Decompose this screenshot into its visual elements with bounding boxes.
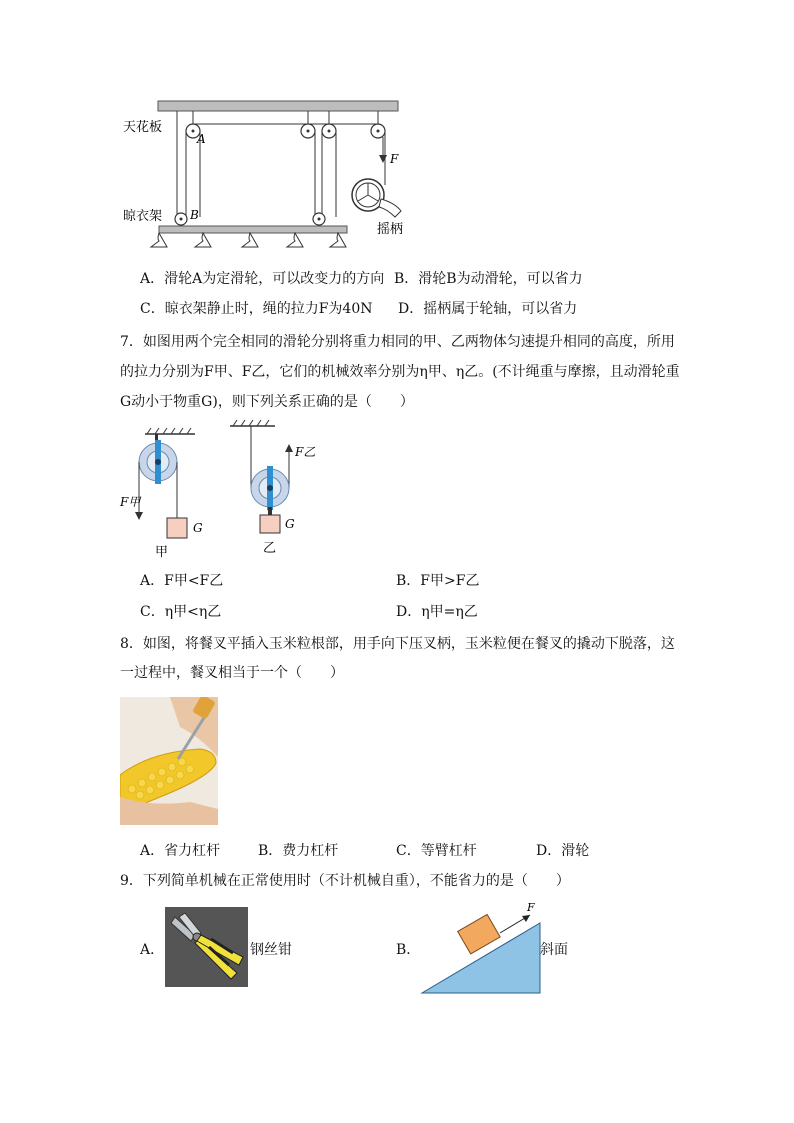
crank-handle xyxy=(352,179,401,217)
q8-option-a[interactable]: A．省力杠杆 xyxy=(140,843,221,859)
pulley-comparison-figure xyxy=(115,420,335,560)
q9-stem: 9．下列简单机械在正常使用时（不计机械自重），不能省力的是（ ） xyxy=(120,873,570,889)
ceiling-bar xyxy=(158,101,398,111)
force-jia-label: F甲 xyxy=(120,495,141,509)
force-yi-label: F乙 xyxy=(295,445,316,459)
q8-stem-line-1: 8．如图，将餐叉平插入玉米粒根部，用手向下压叉柄，玉米粒便在餐叉的撬动下脱落，这 xyxy=(120,636,675,652)
q6-option-a[interactable]: A．滑轮A为定滑轮，可以改变力的方向 xyxy=(140,271,385,287)
q6-option-d[interactable]: D．摇柄属于轮轴，可以省力 xyxy=(398,301,578,317)
q7-stem-line-3: G动小于物重G)，则下列关系正确的是（ ） xyxy=(120,394,414,410)
clothes-rack-pulley-figure xyxy=(115,95,425,260)
q7-stem-line-1: 7．如图用两个完全相同的滑轮分别将重力相同的甲、乙两物体匀速提升相同的高度，所用 xyxy=(120,334,675,350)
q7-option-d[interactable]: D．η甲=η乙 xyxy=(396,604,478,620)
rack-bar xyxy=(159,226,347,233)
q8-option-b[interactable]: B．费力杠杆 xyxy=(258,843,339,859)
pulley-a-label: A xyxy=(197,132,206,146)
inclined-plane-figure xyxy=(420,897,545,997)
q9-option-b-caption: 斜面 xyxy=(540,942,568,958)
weight-yi-label: G xyxy=(285,517,295,531)
pliers-photo xyxy=(165,907,248,987)
q7-option-a[interactable]: A．F甲<F乙 xyxy=(140,573,224,589)
pulley-b-label: B xyxy=(190,208,199,222)
q9-option-a-letter[interactable]: A． xyxy=(140,942,165,958)
q8-stem-line-2: 一过程中，餐叉相当于一个（ ） xyxy=(120,665,344,681)
q7-stem-line-2: 的拉力分别为F甲、F乙，它们的机械效率分别为η甲、η乙。(不计绳重与摩擦，且动滑轮重 xyxy=(120,364,680,380)
q8-option-c[interactable]: C．等臂杠杆 xyxy=(396,843,477,859)
ceiling-label: 天花板 xyxy=(123,120,163,135)
q6-option-c[interactable]: C．晾衣架静止时，绳的拉力F为40N xyxy=(140,301,373,317)
force-f-label: F xyxy=(390,152,399,166)
hangers xyxy=(151,233,346,247)
crank-label: 摇柄 xyxy=(377,222,404,237)
rack-label: 晾衣架 xyxy=(123,209,163,224)
q7-option-b[interactable]: B．F甲>F乙 xyxy=(396,573,480,589)
q7-option-c[interactable]: C．η甲<η乙 xyxy=(140,604,222,620)
q8-option-d[interactable]: D．滑轮 xyxy=(536,843,590,859)
q9-option-a-caption: 钢丝钳 xyxy=(250,942,292,958)
corn-fork-photo xyxy=(120,697,218,825)
q6-option-b[interactable]: B．滑轮B为动滑轮，可以省力 xyxy=(394,271,583,287)
movable-pulley-yi xyxy=(230,420,293,533)
fixed-pulley-jia xyxy=(135,428,195,538)
weight-jia-label: G xyxy=(193,521,203,535)
yi-label: 乙 xyxy=(263,541,277,556)
incline-block xyxy=(458,914,500,954)
incline-force-label: F xyxy=(527,901,535,914)
q9-option-b-letter[interactable]: B． xyxy=(396,942,421,958)
jia-label: 甲 xyxy=(155,545,169,560)
